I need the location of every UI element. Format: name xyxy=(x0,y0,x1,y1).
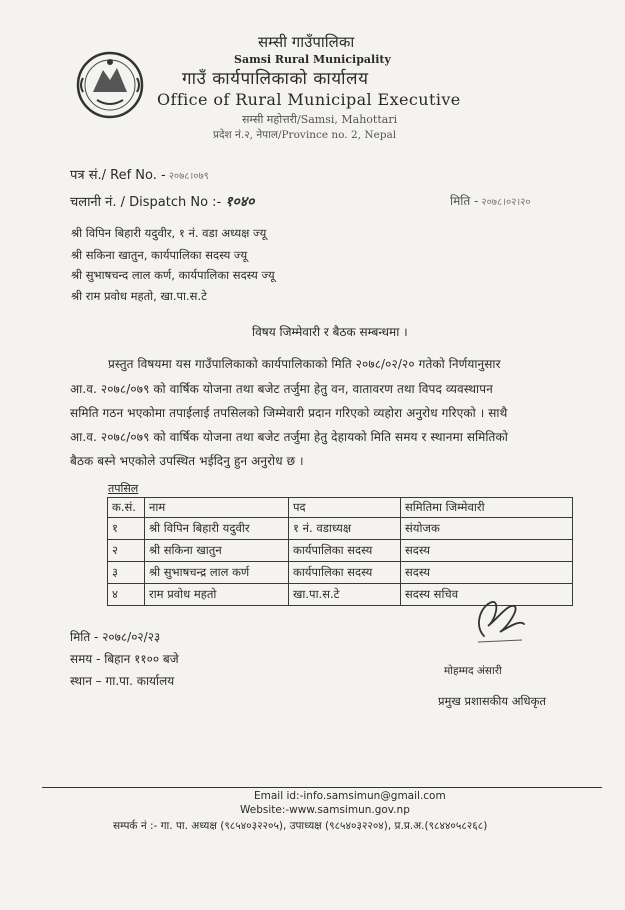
cell-name: श्री सकिना खातुन xyxy=(145,540,289,562)
letterhead-province: प्रदेश नं.२, नेपाल/Province no. 2, Nepal xyxy=(213,129,397,141)
ref-value: २०७८।०७९ xyxy=(168,171,209,182)
body-line: बैठक बस्ने भएकोले उपस्थित भईदिनु हुन अनुरोध छ । xyxy=(70,454,304,468)
letterhead-title-en: Samsi Rural Municipality xyxy=(234,53,391,66)
letterhead-address: सम्सी महोत्तरी/Samsi, Mahottari xyxy=(242,113,398,126)
ref-label: पत्र सं./ Ref No. - xyxy=(70,168,166,183)
cell-position: कार्यपालिका सदस्य xyxy=(289,540,401,562)
ref-number xyxy=(70,165,209,183)
body-line: प्रस्तुत विषयमा यस गाउँपालिकाको कार्यपालिकाको मिति २०७८/०२/२० गतेको निर्णयानुसार xyxy=(108,357,501,371)
cell-position: कार्यपालिका सदस्य xyxy=(289,562,401,584)
letterhead-office-np: गाउँ कार्यपालिकाको कार्यालय xyxy=(182,69,369,89)
recipient-line: श्री सकिना खातुन, कार्यपालिका सदस्य ज्यू xyxy=(71,248,248,262)
letterhead-office-en: Office of Rural Municipal Executive xyxy=(157,90,461,109)
cell-responsibility: सदस्य xyxy=(401,540,573,562)
committee-members-table xyxy=(107,497,573,606)
cell-serial: ३ xyxy=(108,562,145,584)
recipient-line: श्री राम प्रवोध महतो, खा.पा.स.टे xyxy=(71,289,207,303)
col-header-name: नाम xyxy=(145,498,289,518)
table-header-row xyxy=(108,498,573,518)
letterhead-title-np: सम्सी गाउँपालिका xyxy=(258,33,355,51)
col-header-position: पद xyxy=(289,498,401,518)
col-header-responsibility: समितिमा जिम्मेवारी xyxy=(401,498,573,518)
footer-website: Website:-www.samsimun.gov.np xyxy=(240,804,410,816)
table-caption: तपसिल xyxy=(108,482,139,495)
cell-name: राम प्रवोध महतो xyxy=(145,584,289,606)
date-label: मिति - xyxy=(450,194,479,208)
cell-responsibility: संयोजक xyxy=(401,518,573,540)
footer-contact: सम्पर्क नं :- गा. पा. अध्यक्ष (९८५४०३२२०५), उपाध्यक्ष (९८५४०३२२०४), प्र.प्र.अ.(९८४४०५८२६८) xyxy=(113,820,488,832)
table-row xyxy=(108,518,573,540)
recipient-line: श्री सुभाषचन्द लाल कर्ण, कार्यपालिका सदस्य ज्यू xyxy=(71,268,275,282)
letter-date xyxy=(450,192,531,209)
cell-serial: १ xyxy=(108,518,145,540)
cell-serial: ४ xyxy=(108,584,145,606)
dispatch-label: चलानी नं. / Dispatch No :- xyxy=(70,195,222,210)
cell-serial: २ xyxy=(108,540,145,562)
cell-name: श्री विपिन बिहारी यदुवीर xyxy=(145,518,289,540)
letter-subject: विषय जिम्मेवारी र बैठक सम्बन्धमा । xyxy=(252,325,408,339)
body-line: समिति गठन भएकोमा तपाईलाई तपसिलको जिम्मेवारी प्रदान गरिएको व्यहोरा अनुरोध गरिएको । साथै xyxy=(70,406,508,420)
cell-position: १ नं. वडाध्यक्ष xyxy=(289,518,401,540)
dispatch-value: १०४० xyxy=(225,194,255,210)
municipality-seal-logo xyxy=(75,48,145,122)
handwritten-signature xyxy=(470,596,530,648)
meeting-time: समय - बिहान ११०० बजे xyxy=(70,652,179,666)
body-line: आ.व. २०७८/०७९ को वार्षिक योजना तथा बजेट तर्जुमा हेतु वन, वातावरण तथा विपद व्यवस्थापन xyxy=(70,382,493,396)
col-header-serial: क.सं. xyxy=(108,498,145,518)
signatory-role: प्रमुख प्रशासकीय अधिकृत xyxy=(438,694,546,708)
footer-divider xyxy=(42,787,602,788)
signatory-name: मोहम्मद अंसारी xyxy=(444,665,502,677)
cell-responsibility: सदस्य सचिव xyxy=(401,584,573,606)
dispatch-number xyxy=(70,192,254,211)
cell-name: श्री सुभाषचन्द्र लाल कर्ण xyxy=(145,562,289,584)
cell-responsibility: सदस्य xyxy=(401,562,573,584)
table-row xyxy=(108,540,573,562)
body-line: आ.व. २०७८/०७९ को वार्षिक योजना तथा बजेट तर्जुमा हेतु देहायको मिति समय र स्थानमा समितिको xyxy=(70,430,508,444)
meeting-place: स्थान – गा.पा. कार्यालय xyxy=(70,674,175,688)
cell-position: खा.पा.स.टे xyxy=(289,584,401,606)
meeting-date: मिति - २०७८/०२/२३ xyxy=(70,630,161,644)
recipient-line: श्री विपिन बिहारी यदुवीर, १ नं. वडा अध्यक्ष ज्यू xyxy=(71,226,267,240)
footer-email: Email id:-info.samsimun@gmail.com xyxy=(254,790,446,802)
date-value: २०७८।०२।२० xyxy=(481,197,531,208)
table-row xyxy=(108,562,573,584)
